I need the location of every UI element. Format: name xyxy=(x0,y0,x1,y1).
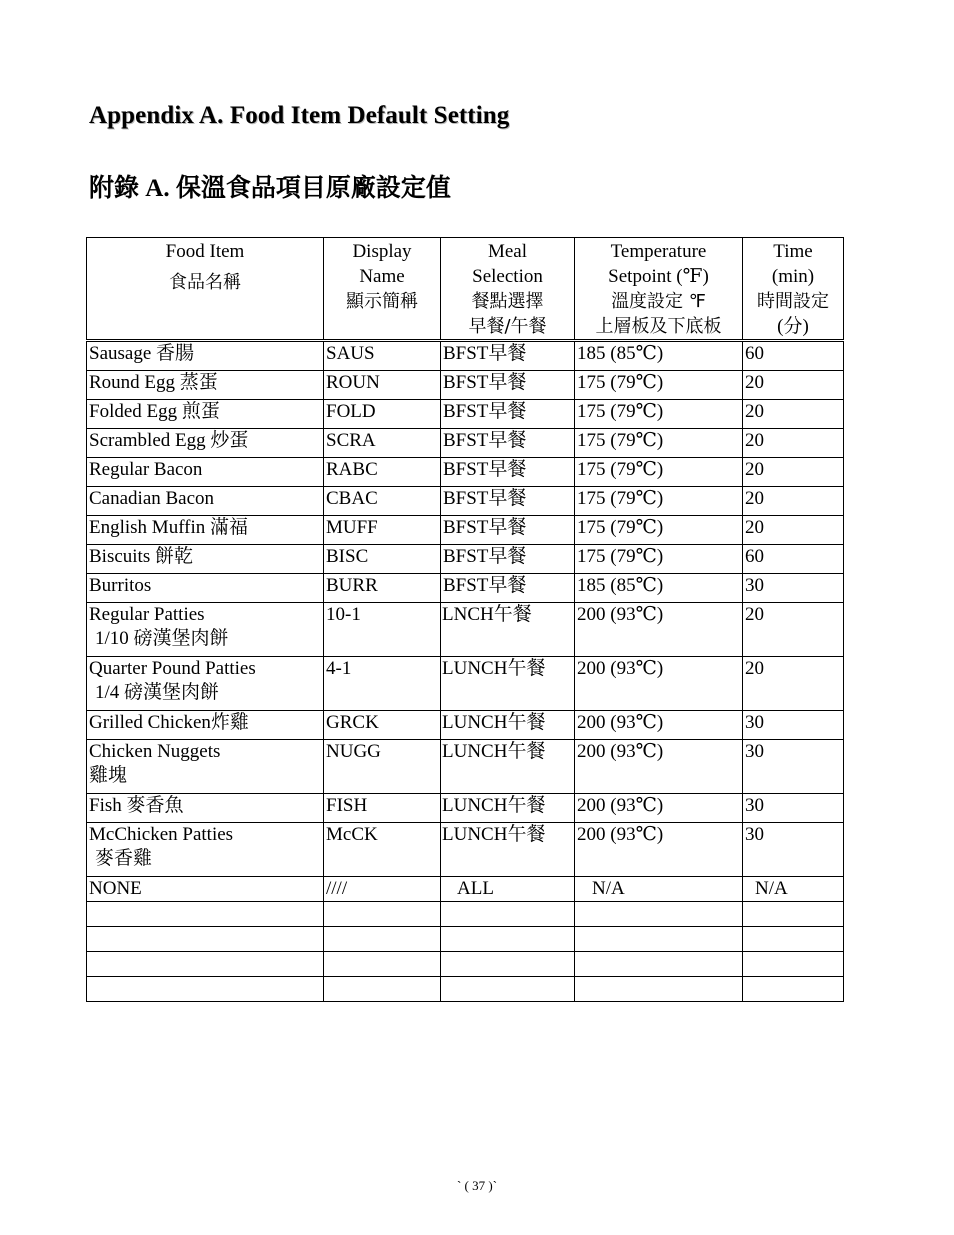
table-row xyxy=(87,400,844,429)
cell-display: //// xyxy=(324,877,441,902)
cell-food xyxy=(87,657,324,711)
table-row-empty xyxy=(87,927,844,952)
food-item-table xyxy=(86,237,844,1002)
food-name-zh: 麥香雞 xyxy=(95,848,153,869)
cell-display: SAUS xyxy=(324,341,441,371)
table-row xyxy=(87,429,844,458)
table-row-empty xyxy=(87,952,844,977)
cell-time: 20 xyxy=(743,603,844,657)
cell-temp: 200 (93℃) xyxy=(575,740,743,794)
table-row xyxy=(87,603,844,657)
table-row xyxy=(87,657,844,711)
cell-time: 20 xyxy=(743,487,844,516)
food-name: Chicken Nuggets xyxy=(89,741,221,762)
cell-meal: LUNCH午餐 xyxy=(441,740,575,794)
cell-display: NUGG xyxy=(324,740,441,794)
table-row-empty xyxy=(87,902,844,927)
food-name: Canadian Bacon xyxy=(89,488,215,509)
cell-temp: 200 (93℃) xyxy=(575,823,743,877)
food-name: Grilled Chicken炸雞 xyxy=(89,712,249,733)
empty-cell xyxy=(743,977,844,1002)
table-row xyxy=(87,487,844,516)
empty-cell xyxy=(324,977,441,1002)
header-meal-1: Meal xyxy=(487,241,528,262)
table-row xyxy=(87,371,844,400)
header-display-2: Name xyxy=(359,266,405,287)
cell-time: 30 xyxy=(743,740,844,794)
cell-food xyxy=(87,341,324,371)
empty-cell xyxy=(575,902,743,927)
food-name: Scrambled Egg 炒蛋 xyxy=(89,430,249,451)
empty-cell xyxy=(441,977,575,1002)
table-row xyxy=(87,458,844,487)
header-time-zh: 時間設定 xyxy=(757,291,829,312)
cell-temp: 185 (85℃) xyxy=(575,341,743,371)
food-name: Burritos xyxy=(89,575,152,596)
header-temp-zh: 溫度設定 ℉ xyxy=(611,291,706,312)
cell-temp: 175 (79℃) xyxy=(575,458,743,487)
cell-display: BISC xyxy=(324,545,441,574)
cell-display: SCRA xyxy=(324,429,441,458)
title-zh-latin: A. xyxy=(139,175,176,202)
empty-cell xyxy=(87,952,324,977)
cell-temp: 185 (85℃) xyxy=(575,574,743,603)
food-name: Regular Bacon xyxy=(89,459,203,480)
cell-display: FOLD xyxy=(324,400,441,429)
cell-food xyxy=(87,400,324,429)
cell-meal: LNCH午餐 xyxy=(441,603,575,657)
food-name: English Muffin 滿福 xyxy=(89,517,249,538)
cell-time: 20 xyxy=(743,429,844,458)
empty-cell xyxy=(324,902,441,927)
cell-meal: ALL xyxy=(441,877,575,902)
food-name: Folded Egg 煎蛋 xyxy=(89,401,220,422)
cell-temp: N/A xyxy=(575,877,743,902)
table-row xyxy=(87,574,844,603)
cell-display: GRCK xyxy=(324,711,441,740)
empty-cell xyxy=(441,927,575,952)
cell-time: 20 xyxy=(743,371,844,400)
cell-food xyxy=(87,711,324,740)
empty-cell xyxy=(324,927,441,952)
header-display-1: Display xyxy=(352,241,412,262)
cell-meal: LUNCH午餐 xyxy=(441,711,575,740)
cell-temp: 175 (79℃) xyxy=(575,429,743,458)
cell-temp: 175 (79℃) xyxy=(575,516,743,545)
table-row xyxy=(87,794,844,823)
cell-meal: BFST早餐 xyxy=(441,429,575,458)
cell-temp: 200 (93℃) xyxy=(575,794,743,823)
cell-display: McCK xyxy=(324,823,441,877)
title-zh-prefix: 附錄 xyxy=(89,173,140,202)
empty-cell xyxy=(575,952,743,977)
cell-time: 60 xyxy=(743,341,844,371)
header-time-zh-2: (分) xyxy=(777,316,809,337)
empty-cell xyxy=(743,927,844,952)
header-temp-1: Temperature xyxy=(610,241,707,262)
food-name-zh: 雞塊 xyxy=(89,765,128,786)
page-number: ` ( 37 )` xyxy=(456,1178,498,1193)
page-title-english: Appendix A. Food Item Default Setting xyxy=(89,102,510,129)
cell-temp: 175 (79℃) xyxy=(575,371,743,400)
cell-time: N/A xyxy=(743,877,844,902)
cell-meal: BFST早餐 xyxy=(441,516,575,545)
cell-display: RABC xyxy=(324,458,441,487)
table-row xyxy=(87,711,844,740)
empty-cell xyxy=(441,952,575,977)
cell-meal: BFST早餐 xyxy=(441,574,575,603)
cell-temp: 200 (93℃) xyxy=(575,603,743,657)
empty-cell xyxy=(324,952,441,977)
header-meal-2: Selection xyxy=(472,266,543,287)
cell-meal: LUNCH午餐 xyxy=(441,657,575,711)
cell-food xyxy=(87,574,324,603)
cell-food xyxy=(87,877,324,902)
cell-time: 30 xyxy=(743,794,844,823)
food-name: Sausage 香腸 xyxy=(89,343,195,364)
title-zh-rest: 保溫食品項目原廠設定值 xyxy=(175,173,451,202)
empty-cell xyxy=(441,902,575,927)
food-name: NONE xyxy=(89,878,142,899)
cell-display: 4-1 xyxy=(324,657,441,711)
cell-time: 20 xyxy=(743,458,844,487)
empty-cell xyxy=(87,977,324,1002)
cell-food xyxy=(87,823,324,877)
cell-meal: BFST早餐 xyxy=(441,487,575,516)
header-time-1: Time xyxy=(773,241,813,262)
table-row xyxy=(87,740,844,794)
cell-meal: LUNCH午餐 xyxy=(441,823,575,877)
header-food-zh: 食品名稱 xyxy=(169,272,241,293)
cell-temp: 175 (79℃) xyxy=(575,400,743,429)
header-meal-zh: 餐點選擇 xyxy=(471,291,544,312)
cell-temp: 200 (93℃) xyxy=(575,711,743,740)
food-name: McChicken Patties xyxy=(89,824,234,845)
cell-time: 30 xyxy=(743,574,844,603)
cell-display: FISH xyxy=(324,794,441,823)
page-title-chinese xyxy=(89,168,451,204)
empty-cell xyxy=(743,952,844,977)
cell-meal: BFST早餐 xyxy=(441,545,575,574)
cell-time: 30 xyxy=(743,711,844,740)
food-name-zh: 1/10 磅漢堡肉餅 xyxy=(95,628,229,649)
cell-display: BURR xyxy=(324,574,441,603)
cell-food xyxy=(87,371,324,400)
food-name: Fish 麥香魚 xyxy=(89,795,184,816)
table-row xyxy=(87,516,844,545)
cell-meal: BFST早餐 xyxy=(441,371,575,400)
header-temp-zh-2: 上層板及下底板 xyxy=(595,316,722,337)
cell-food xyxy=(87,740,324,794)
cell-meal: BFST早餐 xyxy=(441,341,575,371)
header-food-item xyxy=(87,238,324,341)
cell-display: ROUN xyxy=(324,371,441,400)
header-display-name xyxy=(324,238,441,341)
food-name: Regular Patties xyxy=(89,604,205,625)
empty-cell xyxy=(87,927,324,952)
empty-cell xyxy=(575,927,743,952)
table-row xyxy=(87,877,844,902)
header-meal-selection xyxy=(441,238,575,341)
header-meal-zh-2: 早餐/午餐 xyxy=(468,316,547,337)
cell-display: MUFF xyxy=(324,516,441,545)
cell-time: 30 xyxy=(743,823,844,877)
cell-food xyxy=(87,458,324,487)
cell-time: 60 xyxy=(743,545,844,574)
table-row xyxy=(87,545,844,574)
food-name-zh: 1/4 磅漢堡肉餅 xyxy=(95,682,220,703)
cell-food xyxy=(87,429,324,458)
cell-display: CBAC xyxy=(324,487,441,516)
header-display-zh: 顯示簡稱 xyxy=(346,291,418,312)
cell-temp: 175 (79℃) xyxy=(575,545,743,574)
table-row xyxy=(87,823,844,877)
cell-meal: BFST早餐 xyxy=(441,458,575,487)
header-temperature xyxy=(575,238,743,341)
cell-food xyxy=(87,794,324,823)
cell-time: 20 xyxy=(743,516,844,545)
header-time xyxy=(743,238,844,341)
table-header-row xyxy=(87,238,844,341)
cell-food xyxy=(87,603,324,657)
cell-food xyxy=(87,545,324,574)
cell-meal: LUNCH午餐 xyxy=(441,794,575,823)
empty-cell xyxy=(87,902,324,927)
header-temp-2: Setpoint (℉) xyxy=(608,266,709,287)
cell-temp: 200 (93℃) xyxy=(575,657,743,711)
table-row xyxy=(87,341,844,371)
table-row-empty xyxy=(87,977,844,1002)
cell-food xyxy=(87,516,324,545)
cell-time: 20 xyxy=(743,657,844,711)
empty-cell xyxy=(575,977,743,1002)
cell-food xyxy=(87,487,324,516)
cell-temp: 175 (79℃) xyxy=(575,487,743,516)
empty-cell xyxy=(743,902,844,927)
cell-display: 10-1 xyxy=(324,603,441,657)
cell-meal: BFST早餐 xyxy=(441,400,575,429)
food-name: Biscuits 餅乾 xyxy=(89,546,193,567)
food-name: Quarter Pound Patties xyxy=(89,658,256,679)
food-name: Round Egg 蒸蛋 xyxy=(89,372,218,393)
header-time-2: (min) xyxy=(771,266,815,287)
header-food-en: Food Item xyxy=(165,241,245,262)
cell-time: 20 xyxy=(743,400,844,429)
